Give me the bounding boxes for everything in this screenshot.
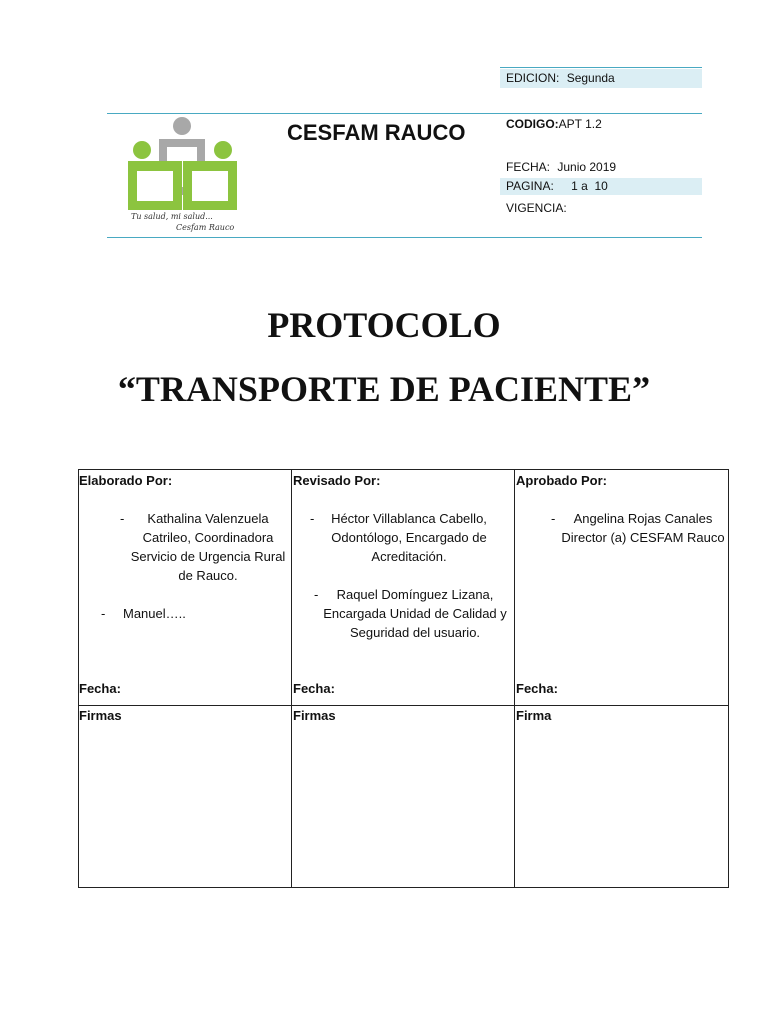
bullet: -	[310, 511, 315, 526]
bullet: -	[314, 587, 319, 602]
approval-table	[78, 469, 729, 888]
pagina-label: PAGINA:	[506, 179, 554, 193]
codigo-label: CODIGO:	[506, 117, 559, 131]
aprobado-fecha: Fecha:	[516, 681, 558, 696]
vigencia-row	[500, 200, 702, 216]
aprobado-firma: Firma	[516, 708, 552, 723]
org-title: CESFAM RAUCO	[287, 120, 466, 145]
header-top-rule	[107, 113, 702, 114]
edicion-value: Segunda	[566, 71, 615, 85]
edicion-row	[500, 69, 702, 88]
revisado-firmas: Firmas	[293, 708, 336, 723]
aprobado-header: Aprobado Por:	[516, 473, 607, 488]
elaborado-entry-1: Kathalina Valenzuela Catrileo, Coordinadora Servicio de Urgencia Rural de Rauco.	[130, 511, 286, 583]
fecha-row	[500, 159, 702, 175]
edicion-label: EDICION:	[506, 71, 560, 85]
aprobado-entry-1: Angelina Rojas Canales Director (a) CESFAM Rauco	[561, 511, 725, 545]
pagina-value: 1 a 10	[571, 179, 608, 193]
pagina-row	[500, 178, 702, 195]
revisado-entry-2: Raquel Domínguez Lizana, Encargada Unidad de Calidad y Seguridad del usuario.	[323, 587, 507, 640]
revisado-entry-1: Héctor Villablanca Cabello, Odontólogo, Encargado de Acreditación.	[331, 511, 487, 564]
revisado-fecha: Fecha:	[293, 681, 335, 696]
bullet: -	[120, 511, 125, 526]
vigencia-label: VIGENCIA:	[506, 201, 567, 215]
edicion-rule	[500, 67, 702, 68]
elaborado-firmas: Firmas	[79, 708, 122, 723]
elaborado-entry-2: Manuel…..	[123, 606, 186, 621]
logo-gray-head	[173, 117, 191, 135]
fecha-label: FECHA:	[506, 160, 551, 174]
doc-title-line2: “TRANSPORTE DE PACIENTE”	[117, 369, 651, 409]
doc-title-line1: PROTOCOLO	[267, 305, 501, 345]
codigo-value: APT 1.2	[558, 117, 602, 131]
bullet: -	[551, 511, 556, 526]
fecha-value: Junio 2019	[557, 160, 617, 174]
bullet: -	[101, 606, 106, 621]
logo-caption-2: Cesfam Rauco	[176, 223, 235, 232]
cesfam-logo	[125, 115, 240, 215]
elaborado-header: Elaborado Por:	[79, 473, 173, 488]
codigo-row	[500, 116, 702, 132]
logo-green-head-right	[214, 141, 232, 159]
logo-caption-1: Tu salud, mi salud...	[131, 212, 213, 221]
elaborado-fecha: Fecha:	[79, 681, 121, 696]
header-bottom-rule	[107, 237, 702, 238]
revisado-header: Revisado Por:	[293, 473, 381, 488]
logo-green-head-left	[133, 141, 151, 159]
